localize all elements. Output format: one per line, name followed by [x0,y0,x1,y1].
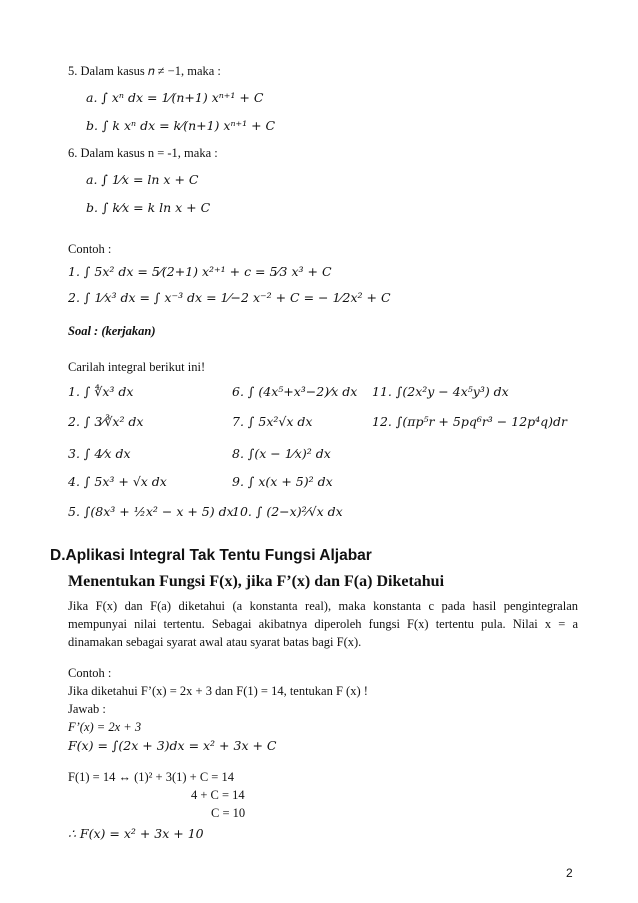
section-heading: D.Aplikasi Integral Tak Tentu Fungsi Aljabar [50,547,372,564]
exercise-9: 9. ∫ 𝑥(𝑥 + 5)² 𝑑𝑥 [232,474,333,489]
contoh2-question: Jika diketahui F’(x) = 2x + 3 dan F(1) = 14, tentukan F (x) ! [68,684,368,698]
rule-6a: a. ∫ 1⁄𝑥 = ln 𝑥 + 𝐶 [86,172,199,187]
rule-5b: b. ∫ 𝑘 𝑥ⁿ 𝑑𝑥 = 𝑘⁄(𝑛+1) 𝑥ⁿ⁺¹ + 𝐶 [86,118,276,133]
exercise-2: 2. ∫ 3⁄∛𝑥² 𝑑𝑥 [68,414,144,429]
jawab-label: Jawab : [68,702,106,716]
contoh-example-2: 2. ∫ 1⁄𝑥³ 𝑑𝑥 = ∫ 𝑥⁻³ 𝑑𝑥 = 1⁄−2 𝑥⁻² + 𝐶 = − 1⁄2𝑥² + 𝐶 [68,290,391,305]
soal-instruction: Carilah integral berikut ini! [68,360,206,374]
rule-6: 6. Dalam kasus n = -1, maka : [68,146,218,160]
final-answer: ∴ F(x) = 𝑥² + 3𝑥 + 10 [68,826,204,841]
step-substitute: F(1) = 14 ↔ (1)² + 3(1) + C = 14 [68,770,234,784]
section-subheading: Menentukan Fungsi F(x), jika F’(x) dan F(a) Diketahui [68,573,445,590]
step-derivative: F’(x) = 2x + 3 [68,720,142,734]
exercise-11: 11. ∫(2𝑥²𝑦 − 4𝑥⁵𝑦³) 𝑑𝑥 [372,384,509,399]
exercise-6: 6. ∫ (4𝑥⁵+𝑥³−2)⁄𝑥 dx [232,384,358,399]
exercise-1: 1. ∫ ∜𝑥³ 𝑑𝑥 [68,384,134,399]
exercise-5: 5. ∫(8𝑥³ + ½𝑥² − 𝑥 + 5) 𝑑𝑥 [68,504,234,519]
contoh-label: Contoh : [68,242,112,256]
step-integral: F(x) = ∫(2𝑥 + 3)𝑑𝑥 = 𝑥² + 3𝑥 + 𝐶 [68,738,277,753]
rule-5: 5. Dalam kasus 𝑛 ≠ −1, maka : [68,64,221,78]
soal-title: Soal : (kerjakan) [68,324,156,338]
step-sum: 4 + C = 14 [191,788,245,802]
exercise-12: 12. ∫(𝜋𝑝⁵𝑟 + 5𝑝𝑞⁶𝑟³ − 12𝑝⁴𝑞)𝑑𝑟 [372,414,568,429]
exercise-4: 4. ∫ 5𝑥³ + √𝑥 𝑑𝑥 [68,474,167,489]
section-paragraph: Jika F(x) dan F(a) diketahui (a konstanta real), maka konstanta c pada hasil pengintegralan mempunyai nilai tertentu. Sebagai akibatnya diperoleh fungsi F(x) tertentu pula. Nilai x = a dinamakan sebagai syarat awal atau syarat batas bagi F(x). [68,599,578,649]
step-constant: C = 10 [211,806,246,820]
exercise-7: 7. ∫ 5𝑥²√𝑥 𝑑𝑥 [232,414,313,429]
contoh-example-1: 1. ∫ 5𝑥² 𝑑𝑥 = 5⁄(2+1) 𝑥²⁺¹ + 𝑐 = 5⁄3 𝑥³ + 𝐶 [68,264,332,279]
exercise-10: 10. ∫ (2−𝑥)²⁄√𝑥 𝑑𝑥 [232,504,343,519]
exercise-3: 3. ∫ 4⁄𝑥 𝑑𝑥 [68,446,131,461]
contoh2-label: Contoh : [68,666,112,680]
rule-6b: b. ∫ 𝑘⁄𝑥 = 𝑘 ln 𝑥 + 𝐶 [86,200,211,215]
exercise-8: 8. ∫(𝑥 − 1⁄𝑥)² 𝑑𝑥 [232,446,331,461]
page-number: 2 [566,866,573,880]
rule-5a: a. ∫ 𝑥ⁿ 𝑑𝑥 = 1⁄(𝑛+1) 𝑥ⁿ⁺¹ + 𝐶 [86,90,264,105]
